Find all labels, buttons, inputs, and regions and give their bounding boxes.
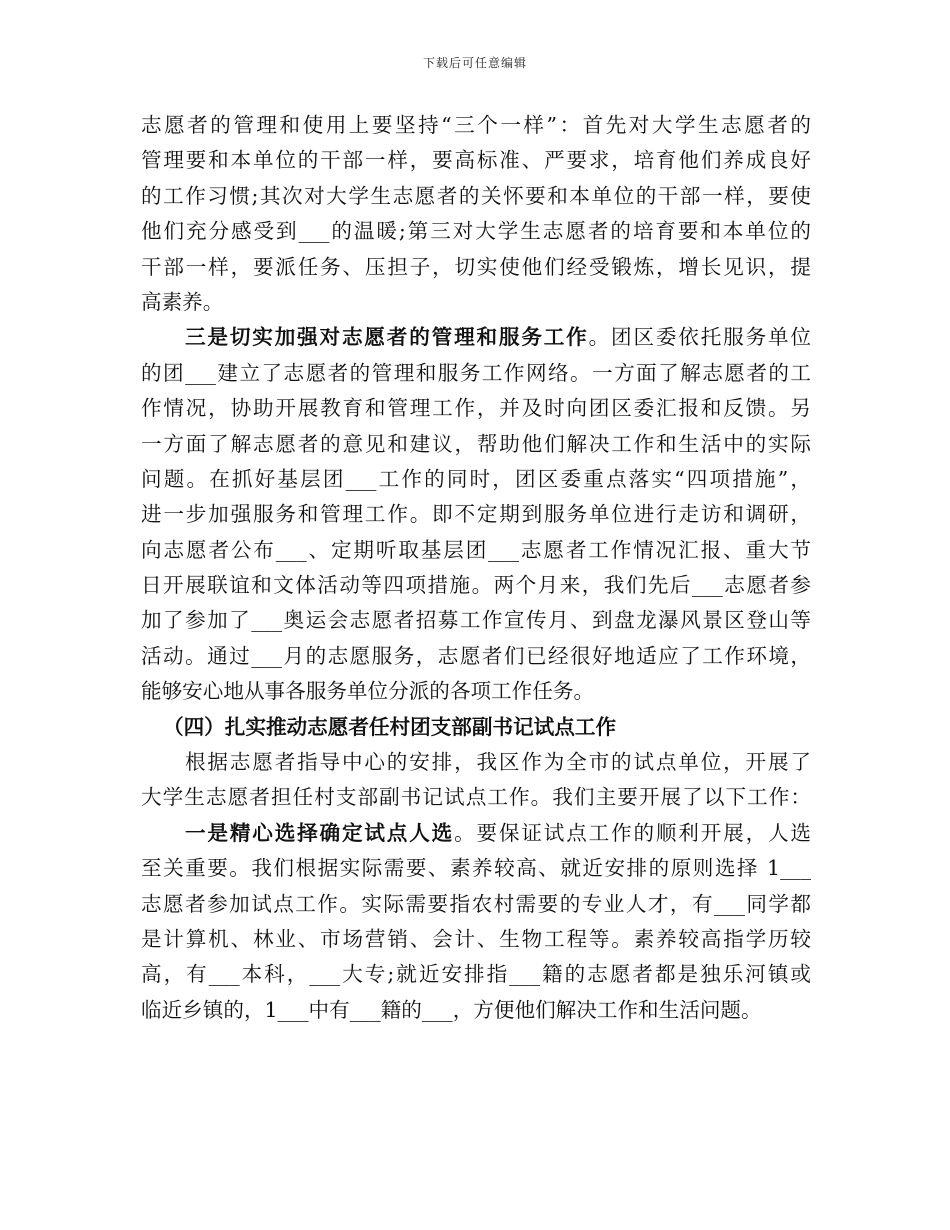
- text-line: [141, 745, 811, 780]
- line-text: 高，有___本科，___大专;就近安排指___籍的志愿者都是独乐河镇或: [141, 962, 811, 987]
- bold-lead: 三是切实加强对志愿者的管理和服务工作: [185, 325, 589, 350]
- text-line: [141, 922, 811, 957]
- line-text: 问题。在抓好基层团___工作的同时，团区委重点落实“四项措施”，: [141, 466, 811, 491]
- line-text: 他们充分感受到___的温暖;第三对大学生志愿者的培育要和本单位的: [141, 219, 811, 244]
- line-text: 干部一样，要派任务、压担子，切实使他们经受锻炼，增长见识，提: [141, 254, 811, 279]
- text-line: [141, 391, 811, 426]
- line-text: 作情况，协助开展教育和管理工作，并及时向团区委汇报和反馈。另: [141, 396, 811, 421]
- text-line: [141, 851, 811, 886]
- text-line: [141, 108, 811, 143]
- text-line: [141, 497, 811, 532]
- text-line: [141, 427, 811, 462]
- line-text: 。团区委依托服务单位: [588, 325, 811, 350]
- page-header: 下载后可任意编辑: [422, 56, 527, 70]
- line-text: 的工作习惯;其次对大学生志愿者的关怀要和本单位的干部一样，要使: [141, 183, 811, 208]
- line-text: 。要保证试点工作的顺利开展，人选: [454, 820, 811, 845]
- text-line: [141, 179, 811, 214]
- line-text: 的团___建立了志愿者的管理和服务工作网络。一方面了解志愿者的工: [141, 360, 811, 385]
- line-text: 向志愿者公布___、定期听取基层团___志愿者工作情况汇报、重大节: [141, 537, 811, 562]
- text-line: [141, 250, 811, 285]
- text-line: [141, 143, 811, 178]
- line-text: 能够安心地从事各服务单位分派的各项工作任务。: [141, 679, 595, 704]
- text-line: [141, 957, 811, 992]
- line-text: 根据志愿者指导中心的安排，我区作为全市的试点单位，开展了: [185, 750, 811, 775]
- line-text: 活动。通过___月的志愿服务，志愿者们已经很好地适应了工作环境，: [141, 643, 811, 668]
- line-text: 进一步加强服务和管理工作。即不定期到服务单位进行走访和调研，: [141, 502, 811, 527]
- text-line: [141, 993, 811, 1028]
- document-body: [141, 108, 811, 1028]
- text-line: [141, 639, 811, 674]
- text-line: [141, 356, 811, 391]
- text-line: [141, 887, 811, 922]
- text-line: [141, 214, 811, 249]
- text-line: [141, 533, 811, 568]
- line-text: 管理要和本单位的干部一样，要高标准、严要求，培育他们养成良好: [141, 148, 811, 173]
- text-line: [141, 462, 811, 497]
- text-line: [141, 710, 811, 745]
- line-text: 大学生志愿者担任村支部副书记试点工作。我们主要开展了以下工作：: [141, 785, 811, 810]
- line-text: 加了参加了___奥运会志愿者招募工作宣传月、到盘龙瀑风景区登山等: [141, 608, 811, 633]
- line-text: 是计算机、林业、市场营销、会计、生物工程等。素养较高指学历较: [141, 926, 811, 951]
- text-line: [141, 674, 811, 709]
- bold-lead: （四）扎实推动志愿者任村团支部副书记试点工作: [163, 714, 617, 739]
- text-line: [141, 603, 811, 638]
- line-text: 至关重要。我们根据实际需要、素养较高、就近安排的原则选择 1___: [141, 856, 811, 881]
- text-line: [141, 780, 811, 815]
- line-text: 临近乡镇的，1___中有___籍的___，方便他们解决工作和生活问题。: [141, 997, 762, 1022]
- text-line: [141, 320, 811, 355]
- text-line: [141, 285, 811, 320]
- line-text: 日开展联谊和文体活动等四项措施。两个月来，我们先后___志愿者参: [141, 573, 811, 598]
- line-text: 志愿者的管理和使用上要坚持“三个一样”：首先对大学生志愿者的: [141, 113, 811, 137]
- line-text: 志愿者参加试点工作。实际需要指农村需要的专业人才，有___同学都: [141, 891, 811, 916]
- text-line: [141, 816, 811, 851]
- bold-lead: 一是精心选择确定试点人选: [185, 820, 455, 845]
- line-text: 一方面了解志愿者的意见和建议，帮助他们解决工作和生活中的实际: [141, 431, 811, 456]
- line-text: 高素养。: [141, 289, 224, 314]
- text-line: [141, 568, 811, 603]
